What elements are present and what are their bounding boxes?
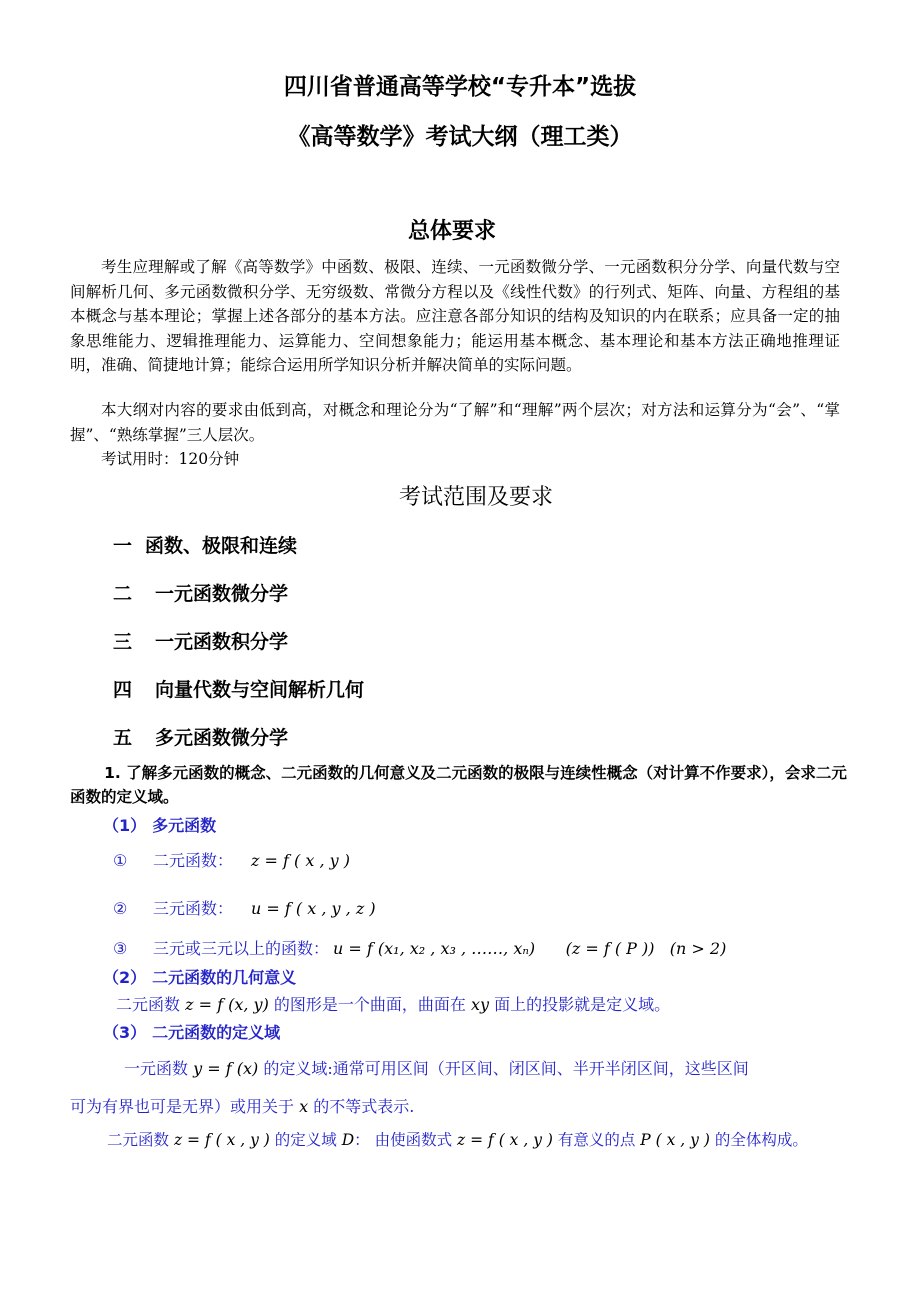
item-n-variable [113,936,726,959]
section-3 [113,627,288,654]
formula-z-fxy: z = f ( x , y ) [169,1131,275,1149]
text-fragment: 的定义域:通常可用区间（开区间、闭区间、半开半闭区间，这些区间 [263,1059,749,1078]
section-number: 五 [113,727,133,749]
geometric-meaning-text [116,992,670,1015]
text-fragment: 可为有界也可是无界）或用关于 [70,1097,295,1116]
item-two-variable [113,848,350,871]
item-mark: ③ [113,939,128,958]
requirement-1: 1. 了解多元函数的概念、二元函数的几何意义及二元函数的极限与连续性概念（对计算不作要求），会求二元函数的定义域。 [70,764,847,806]
formula-z-fxy: z = f (x, y) [180,995,274,1014]
subheading-geometric-meaning [103,965,296,988]
subheading-mark: （1） [103,816,147,835]
subheading-mark: （3） [103,1023,147,1042]
subheading-title: 多元函数 [152,816,217,835]
formula-x: x [294,1097,314,1116]
item-three-variable [113,896,376,919]
exam-time: 考试用时：120分钟 [101,450,240,468]
section-5 [113,723,288,750]
formula-d: D [336,1131,355,1149]
text-fragment: 二元函数 [107,1131,170,1149]
overall-paragraph-1: 考生应理解或了解《高等数学》中函数、极限、连续、一元函数微分学、一元函数积分分学、向量代数与空间解析几何、多元函数微积分学、无穷级数、常微分方程以及《线性代数》的行列式、矩阵、向量、方程组的基本概念与基本理论；掌握上述各部分的基本方法。应注意各部分知识的结构及知识的内在联系；应具备一定的抽象思维能力、逻辑推理能力、运算能力、空间想象能力；能运用基本概念、基本理论和基本方法正确地推理证明，准确、简捷地计算；能综合运用所学知识分析并解决简单的实际问题。 [70,258,840,374]
overall-paragraph-2: 本大纲对内容的要求由低到高，对概念和理论分为“了解”和“理解”两个层次；对方法和运算分为“会”、“掌握”、“熟练掌握”三人层次。 [70,401,840,444]
subheading-domain [103,1020,280,1043]
title-line-1: 四川省普通高等学校“专升本”选拔 [283,74,637,100]
item-label: 三元或三元以上的函数： [153,939,330,958]
section-title: 函数、极限和连续 [145,535,298,557]
section-4 [113,675,364,702]
domain-line-3 [107,1128,808,1150]
text-fragment: ： 由使函数式 [354,1131,453,1149]
section-number: 二 [113,583,133,605]
section-1 [113,531,297,558]
formula-xy: xy [465,995,495,1014]
section-2 [113,579,288,606]
text-fragment: 的全体构成。 [714,1131,808,1149]
formula-pxy: P ( x , y ) [635,1131,715,1149]
text-fragment: 面上的投影就是定义域。 [494,995,671,1014]
item-label: 三元函数： [153,899,234,918]
domain-line-2 [70,1094,414,1117]
domain-line-1 [124,1056,749,1079]
text-fragment: 的图形是一个曲面，曲面在 [273,995,466,1014]
item-mark: ① [113,851,128,870]
formula-y-fx: y = f (x) [188,1059,264,1078]
item-formula: u = f ( x , y , z ) [251,899,376,918]
section-number: 三 [113,631,133,653]
overall-heading: 总体要求 [407,219,496,244]
text-fragment: 的定义域 [274,1131,337,1149]
item-formula: z = f ( x , y ) [251,851,351,870]
subheading-mark: （2） [103,968,147,987]
subheading-multivariate-function [103,813,216,836]
subheading-title: 二元函数的定义域 [152,1023,281,1042]
item-label: 二元函数： [153,851,234,870]
section-title: 多元函数微分学 [155,727,289,749]
item-formula: u = f (x₁, x₂ , x₃ , ……, xₙ) (z = f ( P )) (n > 2) [333,939,727,958]
text-fragment: 的不等式表示. [313,1097,415,1116]
subheading-title: 二元函数的几何意义 [152,968,297,987]
text-fragment: 一元函数 [124,1059,189,1078]
section-title: 向量代数与空间解析几何 [155,679,365,701]
text-fragment: 有意义的点 [557,1131,636,1149]
item-mark: ② [113,899,128,918]
text-fragment: 二元函数 [116,995,181,1014]
section-number: 四 [113,679,133,701]
scope-heading: 考试范围及要求 [398,485,553,510]
title-line-2: 《高等数学》考试大纲（理工类） [287,124,633,150]
section-number: 一 [113,535,133,557]
section-title: 一元函数微分学 [155,583,289,605]
formula-z-fxy: z = f ( x , y ) [452,1131,558,1149]
section-title: 一元函数积分学 [155,631,289,653]
